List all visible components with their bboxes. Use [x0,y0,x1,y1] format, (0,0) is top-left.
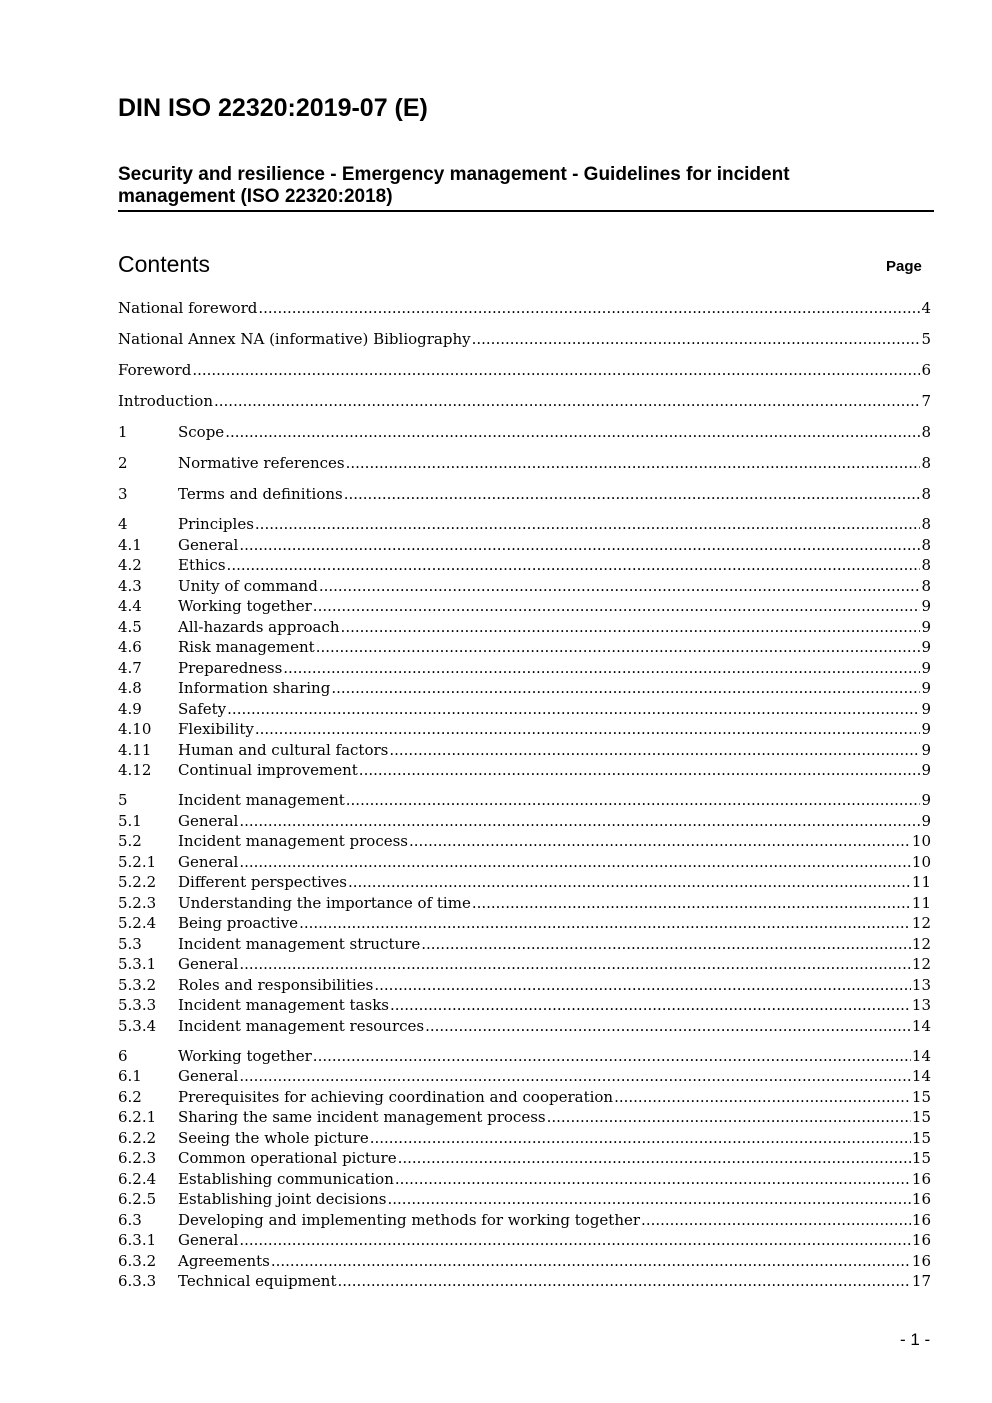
toc-entry-title[interactable]: Unity of command [178,576,318,595]
toc-entry-title[interactable]: Risk management [178,638,315,656]
toc-dot-leader [337,1271,910,1292]
toc-entry-page[interactable]: 16 [911,1210,931,1229]
toc-entry-page[interactable]: 11 [911,873,931,891]
toc-entry-title[interactable]: Working together [178,1046,312,1065]
toc-entry[interactable] [118,740,931,761]
toc-entry-page[interactable]: 15 [911,1149,931,1167]
toc-entry[interactable] [118,329,931,350]
toc-entry-number: 4.8 [118,679,142,697]
toc-dot-leader [225,422,920,443]
toc-entry-page[interactable]: 16 [911,1251,931,1270]
toc-dot-leader [239,811,920,832]
toc-entry-page[interactable]: 12 [911,955,931,973]
toc-entry-page[interactable]: 9 [921,720,931,738]
toc-entry[interactable] [118,1148,931,1169]
toc-entry-number: 5.2 [118,832,142,850]
toc-entry-number: 5.2.2 [118,873,157,891]
toc-dot-leader [313,596,921,617]
toc-entry-title[interactable]: Working together [178,597,312,615]
toc-entry[interactable] [118,995,931,1016]
toc-entry[interactable] [118,760,931,781]
toc-entry-number: 5 [118,791,128,809]
toc-entry-number: 5.3.4 [118,1016,157,1035]
toc-entry-number: 6.3.3 [118,1272,157,1290]
toc-entry-page[interactable]: 16 [911,1169,931,1188]
toc-dot-leader [370,1128,911,1149]
toc-entry-title[interactable]: Prerequisites for achieving coordination and cooperation [178,1087,614,1106]
toc-entry-number: 6 [118,1046,128,1065]
toc-entry-title[interactable]: Seeing the whole picture [178,1128,369,1147]
toc-entry[interactable] [118,934,931,955]
toc-dot-leader [319,576,921,597]
toc-entry[interactable] [118,1210,931,1231]
toc-entry-number: 6.1 [118,1067,142,1085]
toc-entry-title[interactable]: Sharing the same incident management process [178,1108,546,1126]
toc-entry-page[interactable]: 9 [921,617,931,636]
toc-entry[interactable] [118,719,931,740]
toc-entry[interactable] [118,535,931,556]
toc-entry-title[interactable]: Establishing joint decisions [178,1190,387,1208]
toc-entry-title[interactable]: Foreword [118,361,192,379]
toc-entry-page[interactable]: 8 [921,423,931,441]
toc-entry[interactable] [118,1230,931,1251]
toc-entry[interactable] [118,893,931,914]
toc-entry-title[interactable]: Developing and implementing methods for working together [178,1210,641,1229]
toc-dot-leader [390,995,911,1016]
toc-entry-page[interactable]: 10 [911,832,931,850]
toc-entry-page[interactable]: 6 [921,361,931,379]
toc-entry-number: 6.2.1 [118,1108,157,1126]
toc-entry[interactable] [118,831,931,852]
toc-entry-number: 1 [118,423,128,441]
toc-entry-title[interactable]: Incident management structure [178,934,421,953]
toc-entry-page[interactable]: 13 [911,975,931,994]
toc-dot-leader [239,1066,911,1087]
toc-entry[interactable] [118,678,931,699]
toc-entry[interactable] [118,699,931,720]
toc-entry-number: 4.7 [118,658,142,677]
toc-entry[interactable] [118,1251,931,1272]
toc-entry-page[interactable]: 7 [921,392,931,410]
toc-entry-page[interactable]: 9 [921,791,931,809]
toc-dot-leader [374,975,911,996]
toc-entry-number: 5.2.3 [118,893,157,912]
title-divider [118,210,934,212]
toc-entry[interactable] [118,391,931,412]
toc-entry-number: 6.3 [118,1210,142,1229]
toc-entry-number: 6.2.2 [118,1128,157,1147]
table-of-contents [118,298,931,1292]
toc-entry[interactable] [118,1066,931,1087]
toc-entry[interactable] [118,298,931,319]
toc-dot-leader [547,1107,911,1128]
toc-entry-page[interactable]: 8 [921,454,931,472]
toc-dot-leader [346,790,921,811]
toc-entry[interactable] [118,811,931,832]
toc-entry[interactable] [118,1128,931,1149]
toc-entry[interactable] [118,913,931,934]
toc-entry-title[interactable]: Preparedness [178,658,283,677]
toc-entry-title[interactable]: Incident management tasks [178,996,389,1014]
toc-entry-title[interactable]: National foreword [118,299,258,317]
toc-entry-page[interactable]: 9 [921,761,931,779]
toc-entry-number: 6.3.2 [118,1251,157,1270]
toc-dot-leader [614,1087,911,1108]
toc-entry[interactable] [118,872,931,893]
toc-entry-page[interactable]: 9 [921,740,931,759]
toc-dot-leader [214,391,920,412]
toc-entry-title[interactable]: General [178,535,239,554]
toc-dot-leader [425,1016,911,1037]
toc-entry-page[interactable]: 9 [921,638,931,656]
toc-entry-title[interactable]: Principles [178,515,254,533]
toc-entry-page[interactable]: 4 [921,299,931,317]
toc-entry-title[interactable]: Establishing communication [178,1169,394,1188]
toc-entry[interactable] [118,1169,931,1190]
toc-entry[interactable] [118,1271,931,1292]
toc-entry-page[interactable]: 8 [921,515,931,533]
toc-entry[interactable] [118,1087,931,1108]
toc-entry[interactable] [118,422,931,443]
toc-dot-leader [472,329,921,350]
toc-entry-title[interactable]: Normative references [178,454,345,472]
toc-entry[interactable] [118,576,931,597]
toc-dot-leader [344,484,921,505]
toc-dot-leader [258,298,920,319]
toc-dot-leader [239,535,920,556]
toc-entry[interactable] [118,453,931,474]
toc-entry-title[interactable]: Incident management [178,791,345,809]
contents-heading: Contents [118,251,211,277]
toc-entry-title[interactable]: General [178,1067,239,1085]
toc-entry-title[interactable]: National Annex NA (informative) Bibliography [118,330,471,348]
toc-entry[interactable] [118,658,931,679]
toc-entry-number: 5.3.2 [118,975,157,994]
toc-entry[interactable] [118,852,931,873]
toc-dot-leader [472,893,911,914]
toc-dot-leader [641,1210,911,1231]
toc-entry-page[interactable]: 8 [921,535,931,554]
subtitle-line: management (ISO 22320:2018) [118,186,393,207]
toc-entry-page[interactable]: 12 [911,934,931,953]
toc-entry-number: 5.3 [118,934,142,953]
toc-entry-number: 4.5 [118,617,142,636]
toc-dot-leader [239,1230,911,1251]
toc-entry-page[interactable]: 9 [921,658,931,677]
toc-entry[interactable] [118,1046,931,1067]
toc-entry-number: 4.4 [118,597,142,615]
toc-dot-leader [331,678,920,699]
toc-entry-title[interactable]: Information sharing [178,679,331,697]
toc-entry-page[interactable]: 14 [911,1016,931,1035]
toc-entry-page[interactable]: 9 [921,597,931,615]
toc-entry-page[interactable]: 15 [911,1108,931,1126]
toc-dot-leader [299,913,911,934]
toc-entry[interactable] [118,360,931,381]
toc-entry-title[interactable]: Agreements [178,1251,270,1270]
toc-dot-leader [316,637,921,658]
toc-dot-leader [346,453,921,474]
toc-entry-title[interactable]: General [178,1231,239,1249]
toc-entry-title[interactable]: Technical equipment [178,1272,337,1290]
toc-entry-page[interactable]: 8 [921,556,931,574]
toc-entry-number: 5.2.4 [118,914,157,932]
toc-dot-leader [341,617,921,638]
toc-entry-number: 4.6 [118,638,142,656]
subtitle-line: Security and resilience - Emergency management - Guidelines for incident [118,164,790,185]
toc-entry-number: 4.11 [118,740,152,759]
toc-entry-page[interactable]: 9 [921,811,931,830]
footer-page-number: - 1 - [900,1330,931,1349]
toc-entry-page[interactable]: 12 [911,914,931,932]
toc-entry-title[interactable]: Common operational picture [178,1149,397,1167]
toc-dot-leader [227,699,920,720]
toc-entry-title[interactable]: Understanding the importance of time [178,893,471,912]
toc-entry[interactable] [118,790,931,811]
toc-dot-leader [398,1148,911,1169]
toc-entry-page[interactable]: 8 [921,576,931,595]
toc-entry-page[interactable]: 15 [911,1087,931,1106]
toc-entry-title[interactable]: Incident management resources [178,1016,425,1035]
page-column-label: Page [886,258,922,275]
toc-entry[interactable] [118,484,931,505]
toc-entry-number: 4.1 [118,535,142,554]
toc-entry-number: 5.1 [118,811,142,830]
toc-entry-number: 6.2.3 [118,1149,157,1167]
toc-dot-leader [283,658,920,679]
toc-entry-title[interactable]: Ethics [178,556,226,574]
toc-entry-number: 5.3.3 [118,996,157,1014]
toc-entry[interactable] [118,514,931,535]
toc-entry-title[interactable]: Safety [178,699,227,718]
toc-entry-number: 5.2.1 [118,852,157,871]
toc-entry-page[interactable]: 16 [911,1190,931,1208]
toc-dot-leader [409,831,911,852]
toc-entry-page[interactable]: 13 [911,996,931,1014]
toc-dot-leader [255,719,921,740]
toc-dot-leader [389,740,920,761]
toc-entry[interactable] [118,617,931,638]
toc-entry-title[interactable]: Human and cultural factors [178,740,389,759]
toc-entry-title[interactable]: Introduction [118,392,213,410]
toc-entry-title[interactable]: Flexibility [178,720,254,738]
toc-dot-leader [388,1189,911,1210]
toc-entry-title[interactable]: All-hazards approach [178,617,340,636]
toc-entry[interactable] [118,637,931,658]
toc-entry-number: 4.9 [118,699,142,718]
document-subtitle [118,164,933,208]
toc-dot-leader [359,760,921,781]
toc-entry-page[interactable]: 8 [921,485,931,503]
toc-entry-page[interactable]: 5 [921,330,931,348]
toc-dot-leader [239,852,911,873]
toc-entry-title[interactable]: Terms and definitions [178,485,343,503]
toc-entry[interactable] [118,1107,931,1128]
toc-entry-page[interactable]: 9 [921,699,931,718]
toc-entry[interactable] [118,954,931,975]
toc-entry-number: 4.3 [118,576,142,595]
toc-entry-number: 6.2.4 [118,1169,157,1188]
toc-entry-number: 2 [118,454,128,472]
toc-entry-title[interactable]: Being proactive [178,914,299,932]
toc-entry-number: 4.12 [118,761,152,779]
toc-entry-page[interactable]: 10 [911,852,931,871]
document-id: DIN ISO 22320:2019-07 (E) [118,94,428,122]
toc-entry-page[interactable]: 17 [911,1272,931,1290]
toc-dot-leader [255,514,921,535]
toc-entry-page[interactable]: 14 [911,1067,931,1085]
toc-entry-title[interactable]: Continual improvement [178,761,358,779]
toc-entry-title[interactable]: Scope [178,423,225,441]
toc-entry-title[interactable]: Incident management process [178,832,409,850]
toc-entry[interactable] [118,596,931,617]
toc-entry-number: 4.10 [118,720,152,738]
toc-entry-number: 4.2 [118,556,142,574]
toc-entry-title[interactable]: Different perspectives [178,873,347,891]
toc-entry-page[interactable]: 15 [911,1128,931,1147]
toc-entry-number: 6.2 [118,1087,142,1106]
toc-entry-title[interactable]: General [178,852,239,871]
toc-entry-number: 3 [118,485,128,503]
toc-entry-page[interactable]: 16 [911,1231,931,1249]
toc-entry-number: 6.3.1 [118,1231,157,1249]
toc-dot-leader [271,1251,911,1272]
toc-entry-title[interactable]: General [178,955,239,973]
toc-entry[interactable] [118,1189,931,1210]
toc-dot-leader [239,954,911,975]
toc-dot-leader [227,555,921,576]
toc-entry[interactable] [118,555,931,576]
toc-entry-number: 6.2.5 [118,1190,157,1208]
toc-entry[interactable] [118,1016,931,1037]
toc-entry-page[interactable]: 9 [921,679,931,697]
toc-dot-leader [348,872,911,893]
toc-entry-page[interactable]: 11 [911,893,931,912]
toc-dot-leader [421,934,911,955]
toc-entry[interactable] [118,975,931,996]
toc-dot-leader [192,360,920,381]
toc-entry-title[interactable]: Roles and responsibilities [178,975,374,994]
toc-entry-number: 4 [118,515,128,533]
toc-dot-leader [395,1169,911,1190]
toc-entry-number: 5.3.1 [118,955,157,973]
toc-entry-title[interactable]: General [178,811,239,830]
toc-entry-page[interactable]: 14 [911,1046,931,1065]
toc-dot-leader [313,1046,911,1067]
